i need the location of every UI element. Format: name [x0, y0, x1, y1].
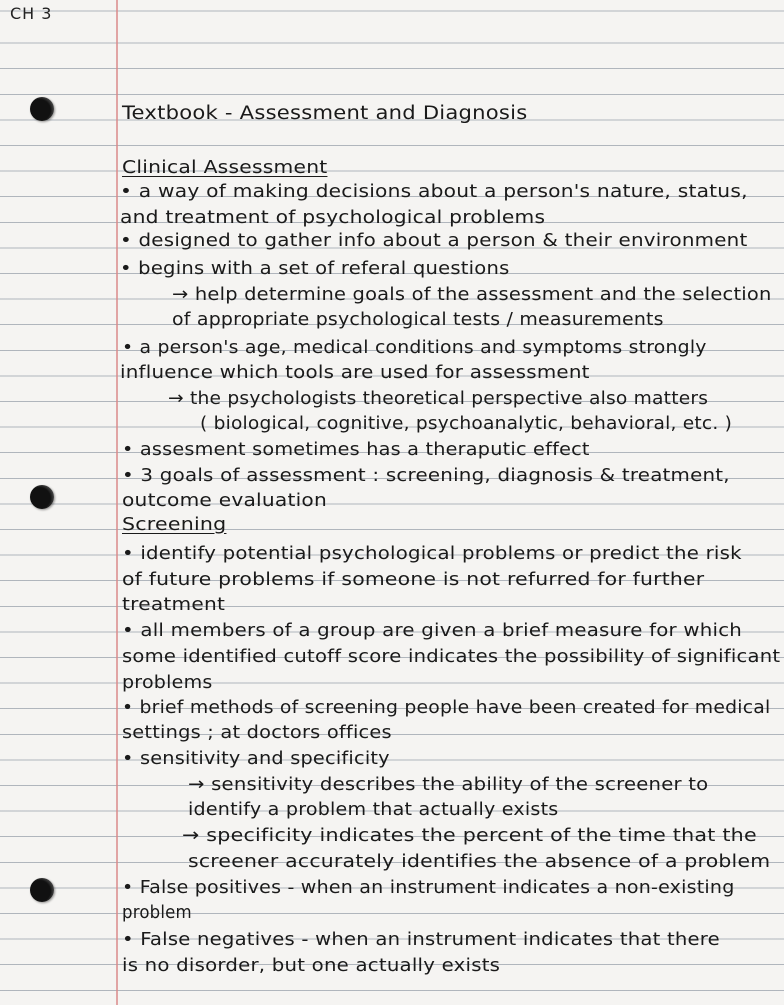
note-line: identify a problem that actually exists [188, 799, 559, 820]
binder-hole [30, 485, 54, 509]
note-line: → specificity indicates the percent of the time that the [182, 825, 757, 846]
note-line: screener accurately identifies the absence of a problem [188, 851, 771, 872]
note-line: outcome evaluation [122, 490, 327, 511]
note-line: • brief methods of screening people have been created for medical [122, 697, 771, 718]
note-line: ( biological, cognitive, psychoanalytic, behavioral, etc. ) [200, 413, 733, 434]
note-line: • False negatives - when an instrument indicates that there [122, 929, 720, 950]
note-line: → the psychologists theoretical perspective also matters [168, 388, 709, 409]
note-line: • sensitivity and specificity [122, 748, 390, 769]
note-line: settings ; at doctors offices [122, 722, 392, 743]
note-line: • 3 goals of assessment : screening, diagnosis & treatment, [122, 465, 730, 486]
note-line: and treatment of psychological problems [120, 207, 546, 228]
note-line: of future problems if someone is not refurred for further [122, 569, 705, 590]
binder-hole [30, 97, 54, 121]
note-line: • all members of a group are given a brief measure for which [122, 620, 743, 641]
note-line: • False positives - when an instrument indicates a non-existing [122, 877, 735, 898]
note-line: → sensitivity describes the ability of the screener to [188, 774, 709, 795]
margin-line [116, 0, 118, 1005]
chapter-label: CH 3 [10, 4, 53, 23]
note-line: influence which tools are used for assessment [120, 362, 590, 383]
note-line: problem [122, 902, 192, 923]
note-line: • designed to gather info about a person & their environment [120, 230, 748, 251]
section-heading: Clinical Assessment [122, 157, 328, 178]
note-line: • identify potential psychological problems or predict the risk [122, 543, 742, 564]
note-line: • a person's age, medical conditions and symptoms strongly [122, 337, 707, 358]
note-line: • begins with a set of referal questions [120, 258, 510, 279]
note-line: problems [122, 672, 213, 693]
page-title: Textbook - Assessment and Diagnosis [122, 103, 528, 124]
section-heading: Screening [122, 514, 227, 535]
note-line: • assesment sometimes has a theraputic effect [122, 439, 590, 460]
note-line: • a way of making decisions about a person's nature, status, [120, 181, 748, 202]
note-line: → help determine goals of the assessment and the selection [172, 284, 772, 305]
note-line: of appropriate psychological tests / measurements [172, 309, 664, 330]
note-line: is no disorder, but one actually exists [122, 955, 501, 976]
note-line: treatment [122, 594, 226, 615]
binder-hole [30, 878, 54, 902]
note-line: some identified cutoff score indicates the possibility of significant [122, 646, 781, 667]
